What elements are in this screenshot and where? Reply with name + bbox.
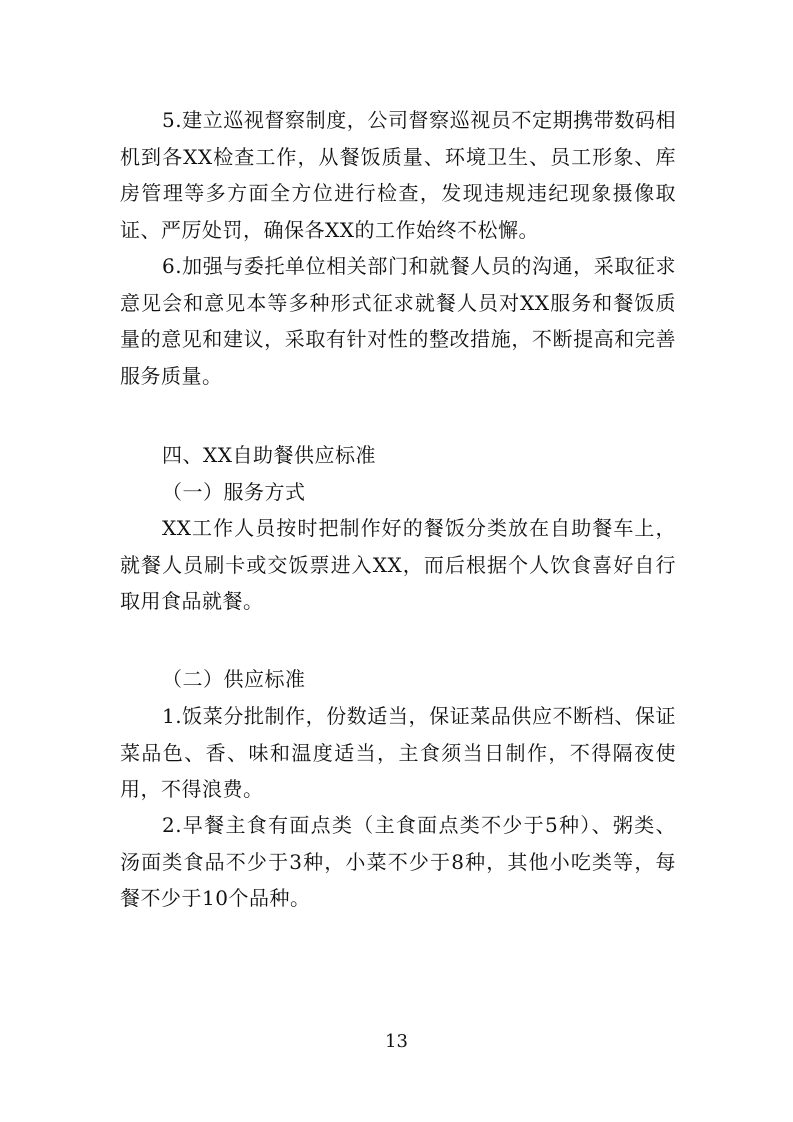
page-number: 13 (385, 1031, 408, 1052)
paragraph-inspection-system: 5.建立巡视督察制度，公司督察巡视员不定期携带数码相机到各XX检查工作，从餐饭质量、环境卫生、员工形象、库房管理等多方面全方位进行检查，发现违规违纪现象摄像取证、严厉处罚，确保各XX的工作始终不松懈。 (120, 108, 676, 242)
section-title: 四、XX自助餐供应标准 (162, 443, 376, 467)
paragraph-supply-item-2: 2.早餐主食有面点类（主食面点类不少于5种）、粥类、汤面类食品不少于3种，小菜不少于8种，其他小吃类等，每餐不少于10个品种。 (120, 813, 676, 910)
subsection-title-service-method: （一）服务方式 (162, 480, 306, 504)
subsection-title-supply-standard: （二）供应标准 (162, 667, 306, 691)
paragraph-supply-item-1: 1.饭菜分批制作，份数适当，保证菜品供应不断档、保证菜品色、香、味和温度适当，主食须当日制作，不得隔夜使用，不得浪费。 (120, 704, 676, 801)
paragraph-communication: 6.加强与委托单位相关部门和就餐人员的沟通，采取征求意见会和意见本等多种形式征求就餐人员对XX服务和餐饭质量的意见和建议，采取有针对性的整改措施，不断提高和完善服务质量。 (120, 254, 676, 388)
paragraph-service-method: XX工作人员按时把制作好的餐饭分类放在自助餐车上，就餐人员刷卡或交饭票进入XX，而后根据个人饮食喜好自行取用食品就餐。 (120, 516, 676, 613)
